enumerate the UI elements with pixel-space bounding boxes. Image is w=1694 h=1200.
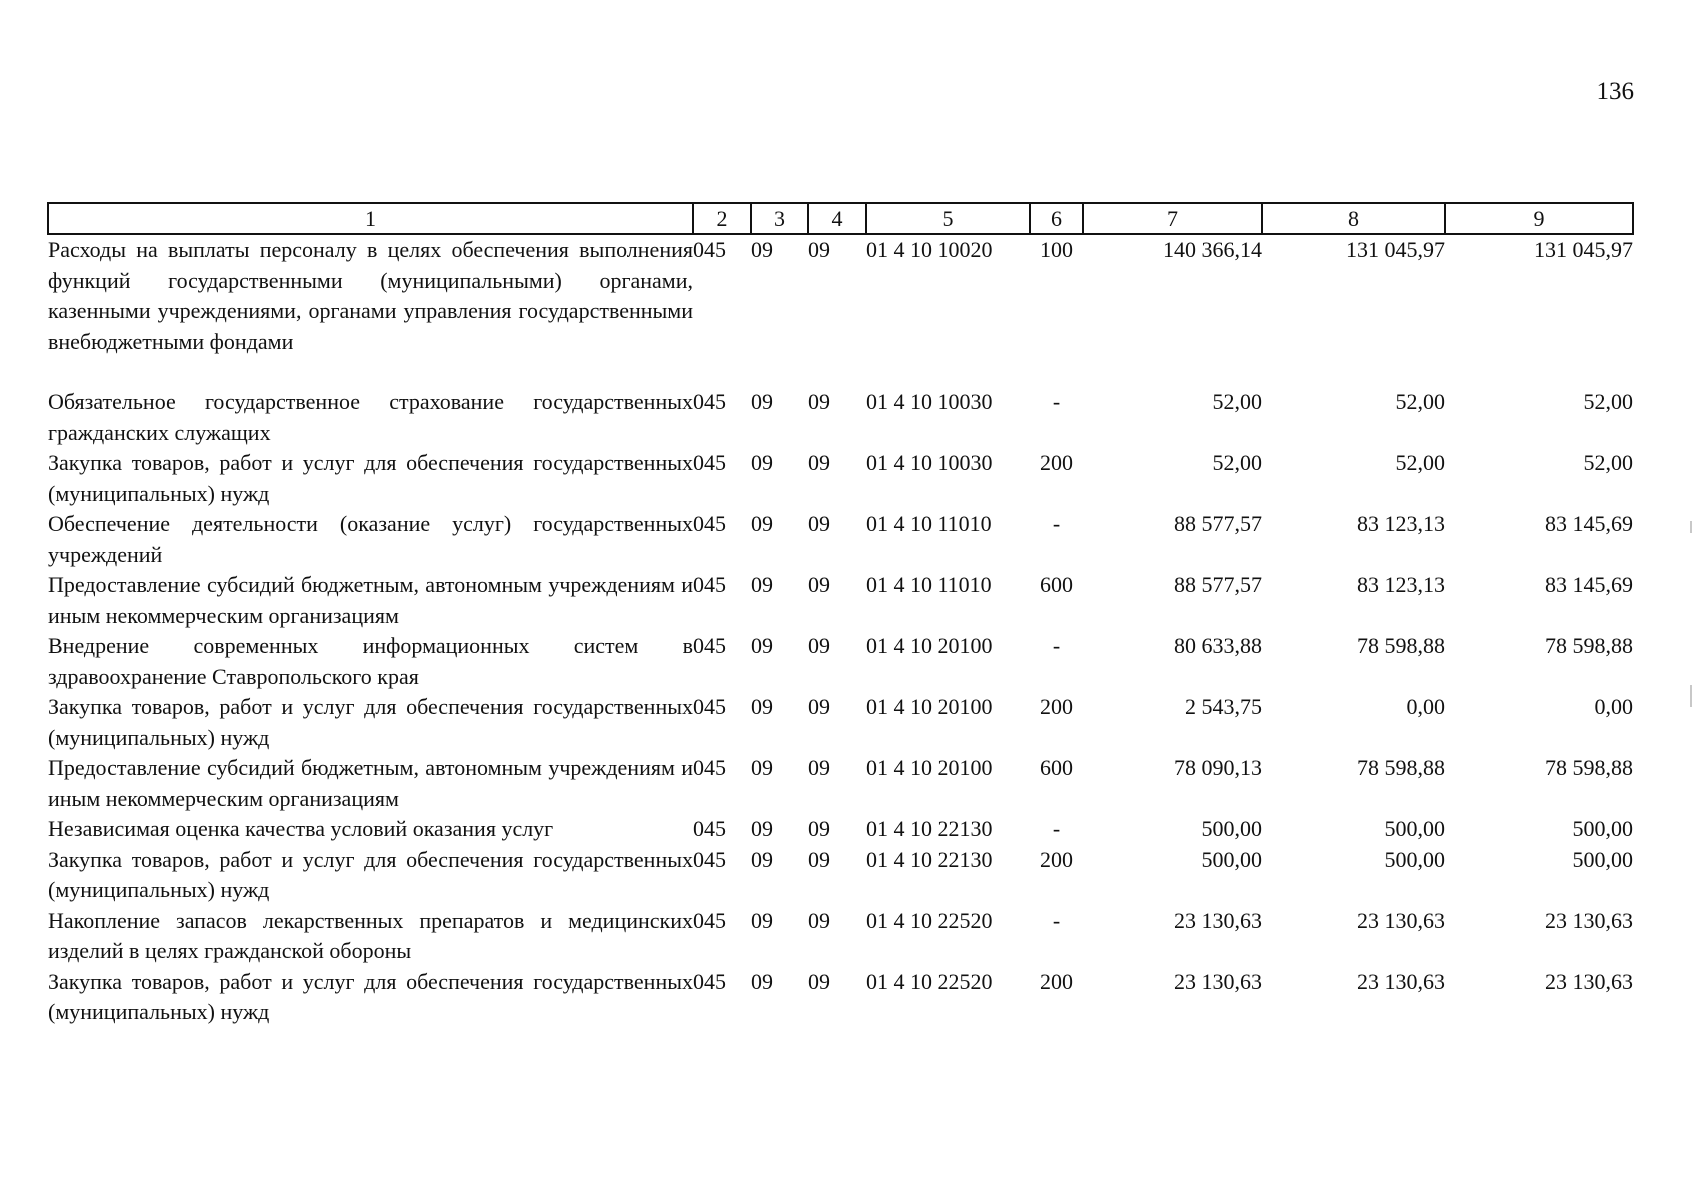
table-row [48, 845, 1633, 906]
row-amount-9-cell: 52,00 [1583, 450, 1633, 475]
row-target-article-cell: 01 4 10 11010 [866, 572, 992, 597]
row-amount-7-cell: 500,00 [1201, 846, 1262, 872]
table-row [48, 387, 1633, 448]
row-name-cell: Обязательное государственное страхование государственных гражданских служащих [48, 389, 693, 445]
row-amount-7-cell: 88 577,57 [1174, 511, 1262, 536]
row-section-cell: 09 [751, 816, 773, 841]
row-name-cell: Предоставление субсидий бюджетным, автономным учреждениям и иным некоммерческим организациям [48, 755, 693, 811]
table-row [48, 906, 1633, 967]
row-amount-8-cell: 500,00 [1384, 816, 1445, 841]
row-amount-7-cell: 80 633,88 [1174, 633, 1262, 658]
row-amount-7-cell: 500,00 [1201, 816, 1262, 841]
row-amount-7-cell: 23 130,63 [1174, 907, 1262, 933]
row-name-cell: Обеспечение деятельности (оказание услуг) государственных учреждений [48, 511, 693, 567]
row-spacer-cell [48, 357, 1633, 387]
row-amount-8-cell: 83 123,13 [1357, 511, 1445, 536]
row-target-article-cell: 01 4 10 11010 [866, 511, 992, 536]
row-target-article-cell: 01 4 10 10030 [866, 450, 993, 475]
header-cell: 6 [1030, 203, 1083, 234]
row-target-article-cell: 01 4 10 22520 [866, 968, 993, 994]
row-code-cell: 045 [693, 237, 726, 262]
table-row [48, 692, 1633, 753]
row-subsection-cell: 09 [808, 450, 830, 475]
row-expense-type-cell: - [1052, 389, 1061, 414]
row-subsection-cell: 09 [808, 816, 830, 841]
row-section-cell: 09 [751, 450, 773, 475]
row-section-cell: 09 [751, 968, 773, 994]
table-row [48, 967, 1633, 1028]
row-amount-7-cell: 23 130,63 [1174, 968, 1262, 994]
row-target-article-cell: 01 4 10 10030 [866, 389, 993, 414]
row-name-cell: Закупка товаров, работ и услуг для обеспечения государственных (муниципальных) нужд [48, 968, 693, 1024]
row-target-article-cell: 01 4 10 22130 [866, 846, 993, 872]
row-code-cell: 045 [693, 694, 726, 719]
row-subsection-cell: 09 [808, 755, 830, 780]
row-amount-7-cell: 52,00 [1212, 389, 1262, 414]
row-code-cell: 045 [693, 907, 726, 933]
row-amount-7-cell: 140 366,14 [1163, 237, 1262, 262]
row-subsection-cell: 09 [808, 572, 830, 597]
row-code-cell: 045 [693, 633, 726, 658]
row-name-cell: Расходы на выплаты персоналу в целях обеспечения выполнения функций государственными (муниципальными) органами, казенными учреждениями, органами управления государственными внебюджетными фондами [48, 237, 693, 354]
row-amount-8-cell: 83 123,13 [1357, 572, 1445, 597]
row-subsection-cell: 09 [808, 389, 830, 414]
header-cell: 4 [808, 203, 866, 234]
row-amount-8-cell: 52,00 [1395, 389, 1445, 414]
row-amount-7-cell: 2 543,75 [1185, 694, 1262, 719]
row-target-article-cell: 01 4 10 20100 [866, 633, 993, 658]
row-name-cell: Закупка товаров, работ и услуг для обеспечения государственных (муниципальных) нужд [48, 846, 693, 902]
scan-artifact-mark [1690, 521, 1692, 533]
page-number: 136 [1596, 78, 1634, 105]
table-row [48, 448, 1633, 509]
row-expense-type-cell: - [1052, 633, 1061, 658]
row-amount-9-cell: 0,00 [1594, 694, 1633, 719]
row-amount-9-cell: 83 145,69 [1545, 572, 1633, 597]
row-code-cell: 045 [693, 511, 726, 536]
row-subsection-cell: 09 [808, 907, 830, 933]
row-section-cell: 09 [751, 755, 773, 780]
row-name-cell: Закупка товаров, работ и услуг для обеспечения государственных (муниципальных) нужд [48, 694, 693, 750]
row-amount-9-cell: 52,00 [1583, 389, 1633, 414]
row-amount-9-cell: 23 130,63 [1545, 907, 1633, 933]
row-amount-9-cell: 83 145,69 [1545, 511, 1633, 536]
row-section-cell: 09 [751, 572, 773, 597]
header-cell: 9 [1445, 203, 1633, 234]
row-amount-8-cell: 0,00 [1406, 694, 1445, 719]
row-amount-8-cell: 23 130,63 [1357, 907, 1445, 933]
header-cell: 3 [751, 203, 808, 234]
row-code-cell: 045 [693, 450, 726, 475]
row-name-cell: Внедрение современных информационных систем в здравоохранение Ставропольского края [48, 633, 693, 689]
header-row [48, 203, 1633, 234]
row-subsection-cell: 09 [808, 237, 830, 262]
row-amount-8-cell: 78 598,88 [1357, 633, 1445, 658]
header-cell: 8 [1262, 203, 1445, 234]
row-code-cell: 045 [693, 389, 726, 414]
row-target-article-cell: 01 4 10 20100 [866, 755, 993, 780]
row-amount-9-cell: 500,00 [1572, 816, 1633, 841]
row-expense-type-cell: 100 [1040, 237, 1073, 262]
row-target-article-cell: 01 4 10 20100 [866, 694, 993, 719]
row-amount-9-cell: 78 598,88 [1545, 755, 1633, 780]
row-subsection-cell: 09 [808, 633, 830, 658]
row-subsection-cell: 09 [808, 694, 830, 719]
header-cell: 2 [693, 203, 751, 234]
row-code-cell: 045 [693, 968, 726, 994]
row-name-cell: Предоставление субсидий бюджетным, автономным учреждениям и иным некоммерческим организациям [48, 572, 693, 628]
row-section-cell: 09 [751, 389, 773, 414]
row-name-cell: Закупка товаров, работ и услуг для обеспечения государственных (муниципальных) нужд [48, 450, 693, 506]
table-row [48, 509, 1633, 570]
row-section-cell: 09 [751, 237, 773, 262]
row-target-article-cell: 01 4 10 22520 [866, 907, 993, 933]
row-amount-9-cell: 131 045,97 [1534, 237, 1633, 262]
scan-artifact-mark [1690, 685, 1692, 707]
row-amount-7-cell: 88 577,57 [1174, 572, 1262, 597]
row-amount-8-cell: 78 598,88 [1357, 755, 1445, 780]
row-expense-type-cell: - [1052, 511, 1061, 536]
row-amount-9-cell: 78 598,88 [1545, 633, 1633, 658]
row-amount-8-cell: 23 130,63 [1357, 968, 1445, 994]
row-amount-7-cell: 52,00 [1212, 450, 1262, 475]
row-expense-type-cell: 200 [1040, 450, 1073, 475]
row-code-cell: 045 [693, 846, 726, 872]
row-code-cell: 045 [693, 755, 726, 780]
row-section-cell: 09 [751, 633, 773, 658]
row-subsection-cell: 09 [808, 846, 830, 872]
row-amount-9-cell: 23 130,63 [1545, 968, 1633, 994]
row-amount-8-cell: 500,00 [1384, 846, 1445, 872]
table-row [48, 631, 1633, 692]
header-cell: 7 [1083, 203, 1262, 234]
row-expense-type-cell: - [1052, 816, 1061, 841]
table-row [48, 234, 1633, 357]
row-amount-9-cell: 500,00 [1572, 846, 1633, 872]
table-row [48, 570, 1633, 631]
row-amount-8-cell: 131 045,97 [1346, 237, 1445, 262]
row-amount-7-cell: 78 090,13 [1174, 755, 1262, 780]
row-section-cell: 09 [751, 694, 773, 719]
table-row [48, 753, 1633, 814]
header-cell: 5 [866, 203, 1030, 234]
row-expense-type-cell: 600 [1040, 572, 1073, 597]
row-target-article-cell: 01 4 10 10020 [866, 237, 993, 262]
row-spacer [48, 357, 1633, 387]
header-cell: 1 [48, 203, 693, 234]
row-code-cell: 045 [693, 816, 726, 841]
row-subsection-cell: 09 [808, 511, 830, 536]
row-code-cell: 045 [693, 572, 726, 597]
row-target-article-cell: 01 4 10 22130 [866, 816, 993, 841]
budget-table [47, 202, 1634, 1028]
row-expense-type-cell: 600 [1040, 755, 1073, 780]
row-section-cell: 09 [751, 907, 773, 933]
row-section-cell: 09 [751, 846, 773, 872]
row-name-cell: Независимая оценка качества условий оказания услуг [48, 816, 554, 841]
row-expense-type-cell: 200 [1040, 968, 1073, 994]
row-amount-8-cell: 52,00 [1395, 450, 1445, 475]
row-section-cell: 09 [751, 511, 773, 536]
row-expense-type-cell: 200 [1040, 846, 1073, 872]
row-subsection-cell: 09 [808, 968, 830, 994]
row-name-cell: Накопление запасов лекарственных препаратов и медицинских изделий в целях гражданской обороны [48, 907, 693, 963]
row-expense-type-cell: 200 [1040, 694, 1073, 719]
table-row [48, 814, 1633, 845]
row-expense-type-cell: - [1052, 907, 1061, 933]
